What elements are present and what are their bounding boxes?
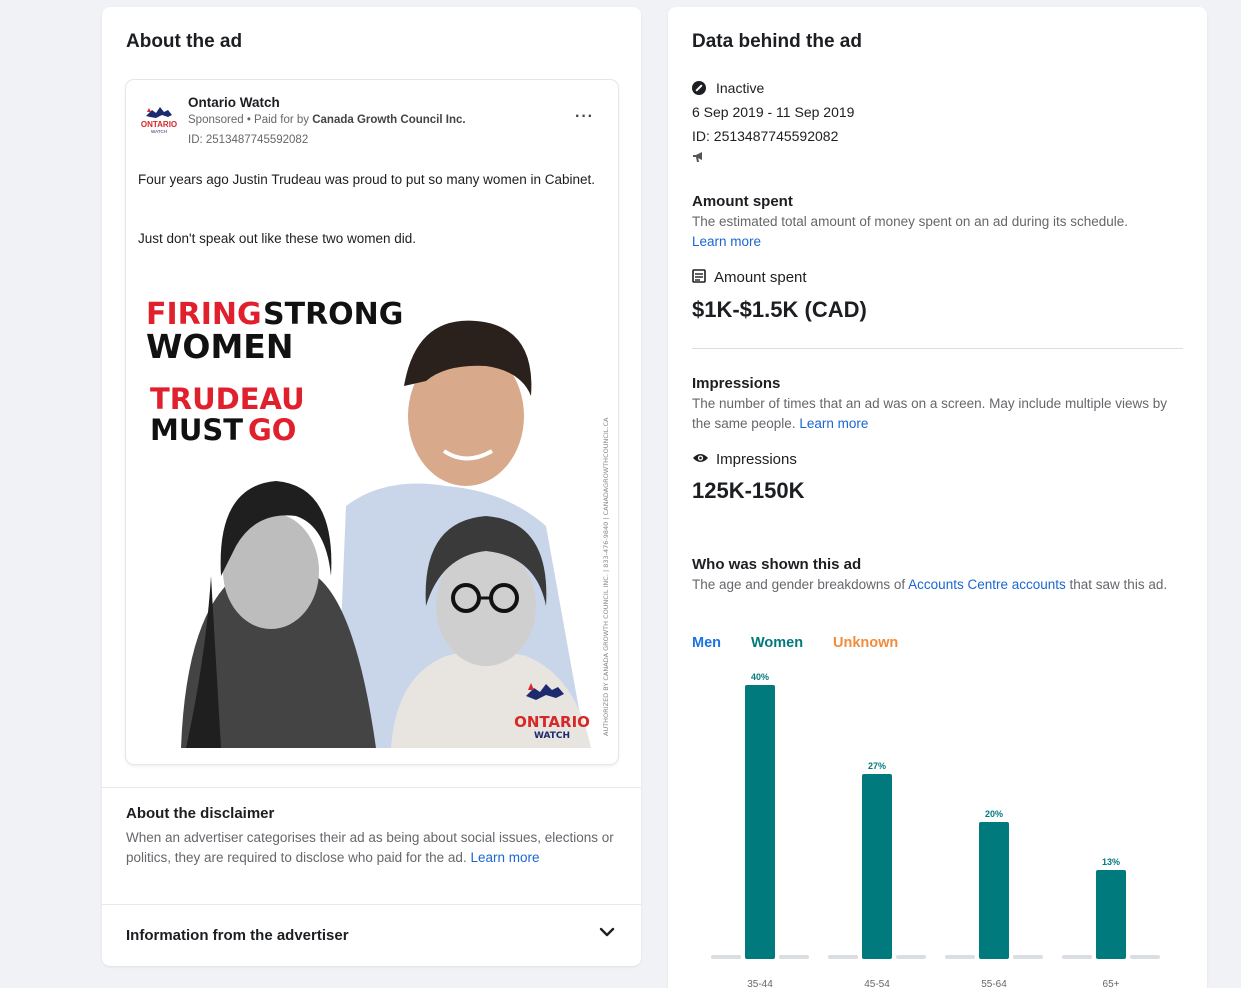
ad-page-name[interactable]: Ontario Watch bbox=[188, 95, 280, 110]
divider bbox=[102, 787, 641, 788]
accounts-centre-link[interactable]: Accounts Centre accounts bbox=[908, 577, 1066, 592]
bar-label-35-44: 40% bbox=[750, 672, 770, 682]
disclaimer-learn-more-link[interactable]: Learn more bbox=[470, 850, 540, 865]
legend-men[interactable]: Men bbox=[692, 635, 721, 651]
legend-women[interactable]: Women bbox=[751, 635, 804, 651]
impressions-desc-text: The number of times that an ad was on a screen. May include multiple views by the same people. bbox=[692, 396, 1167, 431]
status-line bbox=[692, 80, 764, 96]
x-tick-55-64: 55-64 bbox=[981, 979, 1007, 988]
impressions-description bbox=[692, 394, 1187, 434]
date-range: 6 Sep 2019 - 11 Sep 2019 bbox=[692, 104, 855, 120]
impressions-value: 125K-150K bbox=[692, 478, 805, 503]
ad-id: ID: 2513487745592082 bbox=[188, 134, 309, 146]
advertiser-info-title[interactable]: Information from the advertiser bbox=[126, 927, 349, 944]
age-gender-chart bbox=[668, 667, 1207, 988]
bar-men-65+ bbox=[1062, 955, 1092, 959]
data-behind-ad-title: Data behind the ad bbox=[692, 31, 862, 52]
ad-creative-graphic bbox=[126, 276, 618, 748]
audience-description bbox=[692, 575, 1187, 595]
headline-must: MUST bbox=[150, 413, 244, 447]
svg-text:ONTARIO: ONTARIO bbox=[140, 120, 178, 129]
bar-unknown-65+ bbox=[1130, 955, 1160, 959]
amount-learn-more-link[interactable]: Learn more bbox=[692, 234, 762, 249]
impressions-learn-more-link[interactable]: Learn more bbox=[799, 416, 869, 431]
audience-desc-pre: The age and gender breakdowns of bbox=[692, 577, 906, 592]
x-tick-45-54: 45-54 bbox=[864, 979, 890, 988]
bar-label-55-64: 20% bbox=[984, 809, 1004, 819]
bar-men-45-54 bbox=[828, 955, 858, 959]
bar-unknown-35-44 bbox=[779, 955, 809, 959]
ontario-watch-logo bbox=[138, 102, 180, 136]
megaphone-icon bbox=[692, 151, 705, 163]
headline-firing: FIRING bbox=[146, 297, 262, 332]
ad-body-text-2: Just don't speak out like these two women did. bbox=[138, 231, 416, 246]
payer-name: Canada Growth Council Inc. bbox=[312, 114, 466, 126]
data-behind-ad-panel bbox=[668, 7, 1207, 988]
divider bbox=[692, 348, 1183, 349]
chevron-down-icon[interactable] bbox=[597, 922, 617, 942]
inactive-icon bbox=[692, 81, 706, 95]
x-tick-35-44: 35-44 bbox=[747, 979, 773, 988]
amount-spent-title: Amount spent bbox=[692, 193, 793, 210]
bar-women-55-64 bbox=[979, 822, 1009, 959]
ad-id: ID: 2513487745592082 bbox=[692, 128, 839, 144]
amount-spent-label-row bbox=[692, 269, 807, 286]
authorization-text: AUTHORIZED BY CANADA GROWTH COUNCIL INC. | 833-476-9840 | CANADAGROWTHCOUNCIL.CA bbox=[602, 417, 610, 736]
headline-trudeau: TRUDEAU bbox=[150, 382, 305, 416]
svg-text:WATCH: WATCH bbox=[151, 129, 167, 134]
bar-label-45-54: 27% bbox=[867, 761, 887, 772]
impressions-title: Impressions bbox=[692, 375, 781, 392]
bar-unknown-45-54 bbox=[896, 955, 926, 959]
amount-spent-description: The estimated total amount of money spent on an ad during its schedule. bbox=[692, 214, 1129, 229]
svg-text:ONTARIO: ONTARIO bbox=[514, 713, 590, 731]
about-ad-title: About the ad bbox=[126, 31, 243, 52]
status-text: Inactive bbox=[716, 80, 765, 96]
disclaimer-text: When an advertiser categorises their ad as being about social issues, elections or politics, they are required to disclose who paid for the ad. bbox=[126, 830, 614, 865]
bar-men-35-44 bbox=[711, 955, 741, 959]
headline-women: WOMEN bbox=[146, 327, 294, 366]
money-icon bbox=[692, 269, 707, 283]
impressions-label-row bbox=[692, 451, 797, 468]
audience-title: Who was shown this ad bbox=[692, 556, 862, 573]
bar-unknown-55-64 bbox=[1013, 955, 1043, 959]
divider bbox=[102, 904, 641, 905]
ad-sponsored-line bbox=[188, 114, 466, 126]
svg-text:WATCH: WATCH bbox=[533, 731, 571, 741]
bar-women-65+ bbox=[1096, 870, 1126, 959]
bar-label-65+: 13% bbox=[1101, 856, 1121, 867]
about-ad-panel bbox=[102, 7, 641, 966]
legend-unknown[interactable]: Unknown bbox=[833, 635, 899, 651]
ad-creative-image bbox=[126, 276, 618, 748]
ad-body-text-1: Four years ago Justin Trudeau was proud to put so many women in Cabinet. bbox=[138, 172, 595, 187]
more-options-icon[interactable]: ··· bbox=[575, 108, 594, 125]
disclaimer-description bbox=[126, 828, 616, 868]
bar-men-55-64 bbox=[945, 955, 975, 959]
disclaimer-title: About the disclaimer bbox=[126, 805, 275, 822]
audience-desc-post: that saw this ad. bbox=[1069, 577, 1168, 592]
headline-go: GO bbox=[248, 413, 297, 447]
bar-women-45-54 bbox=[862, 774, 892, 959]
ad-preview-card[interactable] bbox=[126, 80, 618, 764]
x-tick-65+: 65+ bbox=[1102, 979, 1120, 988]
amount-spent-value: $1K-$1.5K (CAD) bbox=[692, 297, 867, 322]
bar-women-35-44 bbox=[745, 685, 775, 959]
impressions-label: Impressions bbox=[716, 451, 797, 468]
sponsored-label: Sponsored • Paid for by bbox=[188, 114, 310, 126]
headline-strong: STRONG bbox=[263, 297, 404, 332]
amount-spent-label: Amount spent bbox=[714, 269, 807, 286]
eye-icon bbox=[692, 452, 709, 464]
